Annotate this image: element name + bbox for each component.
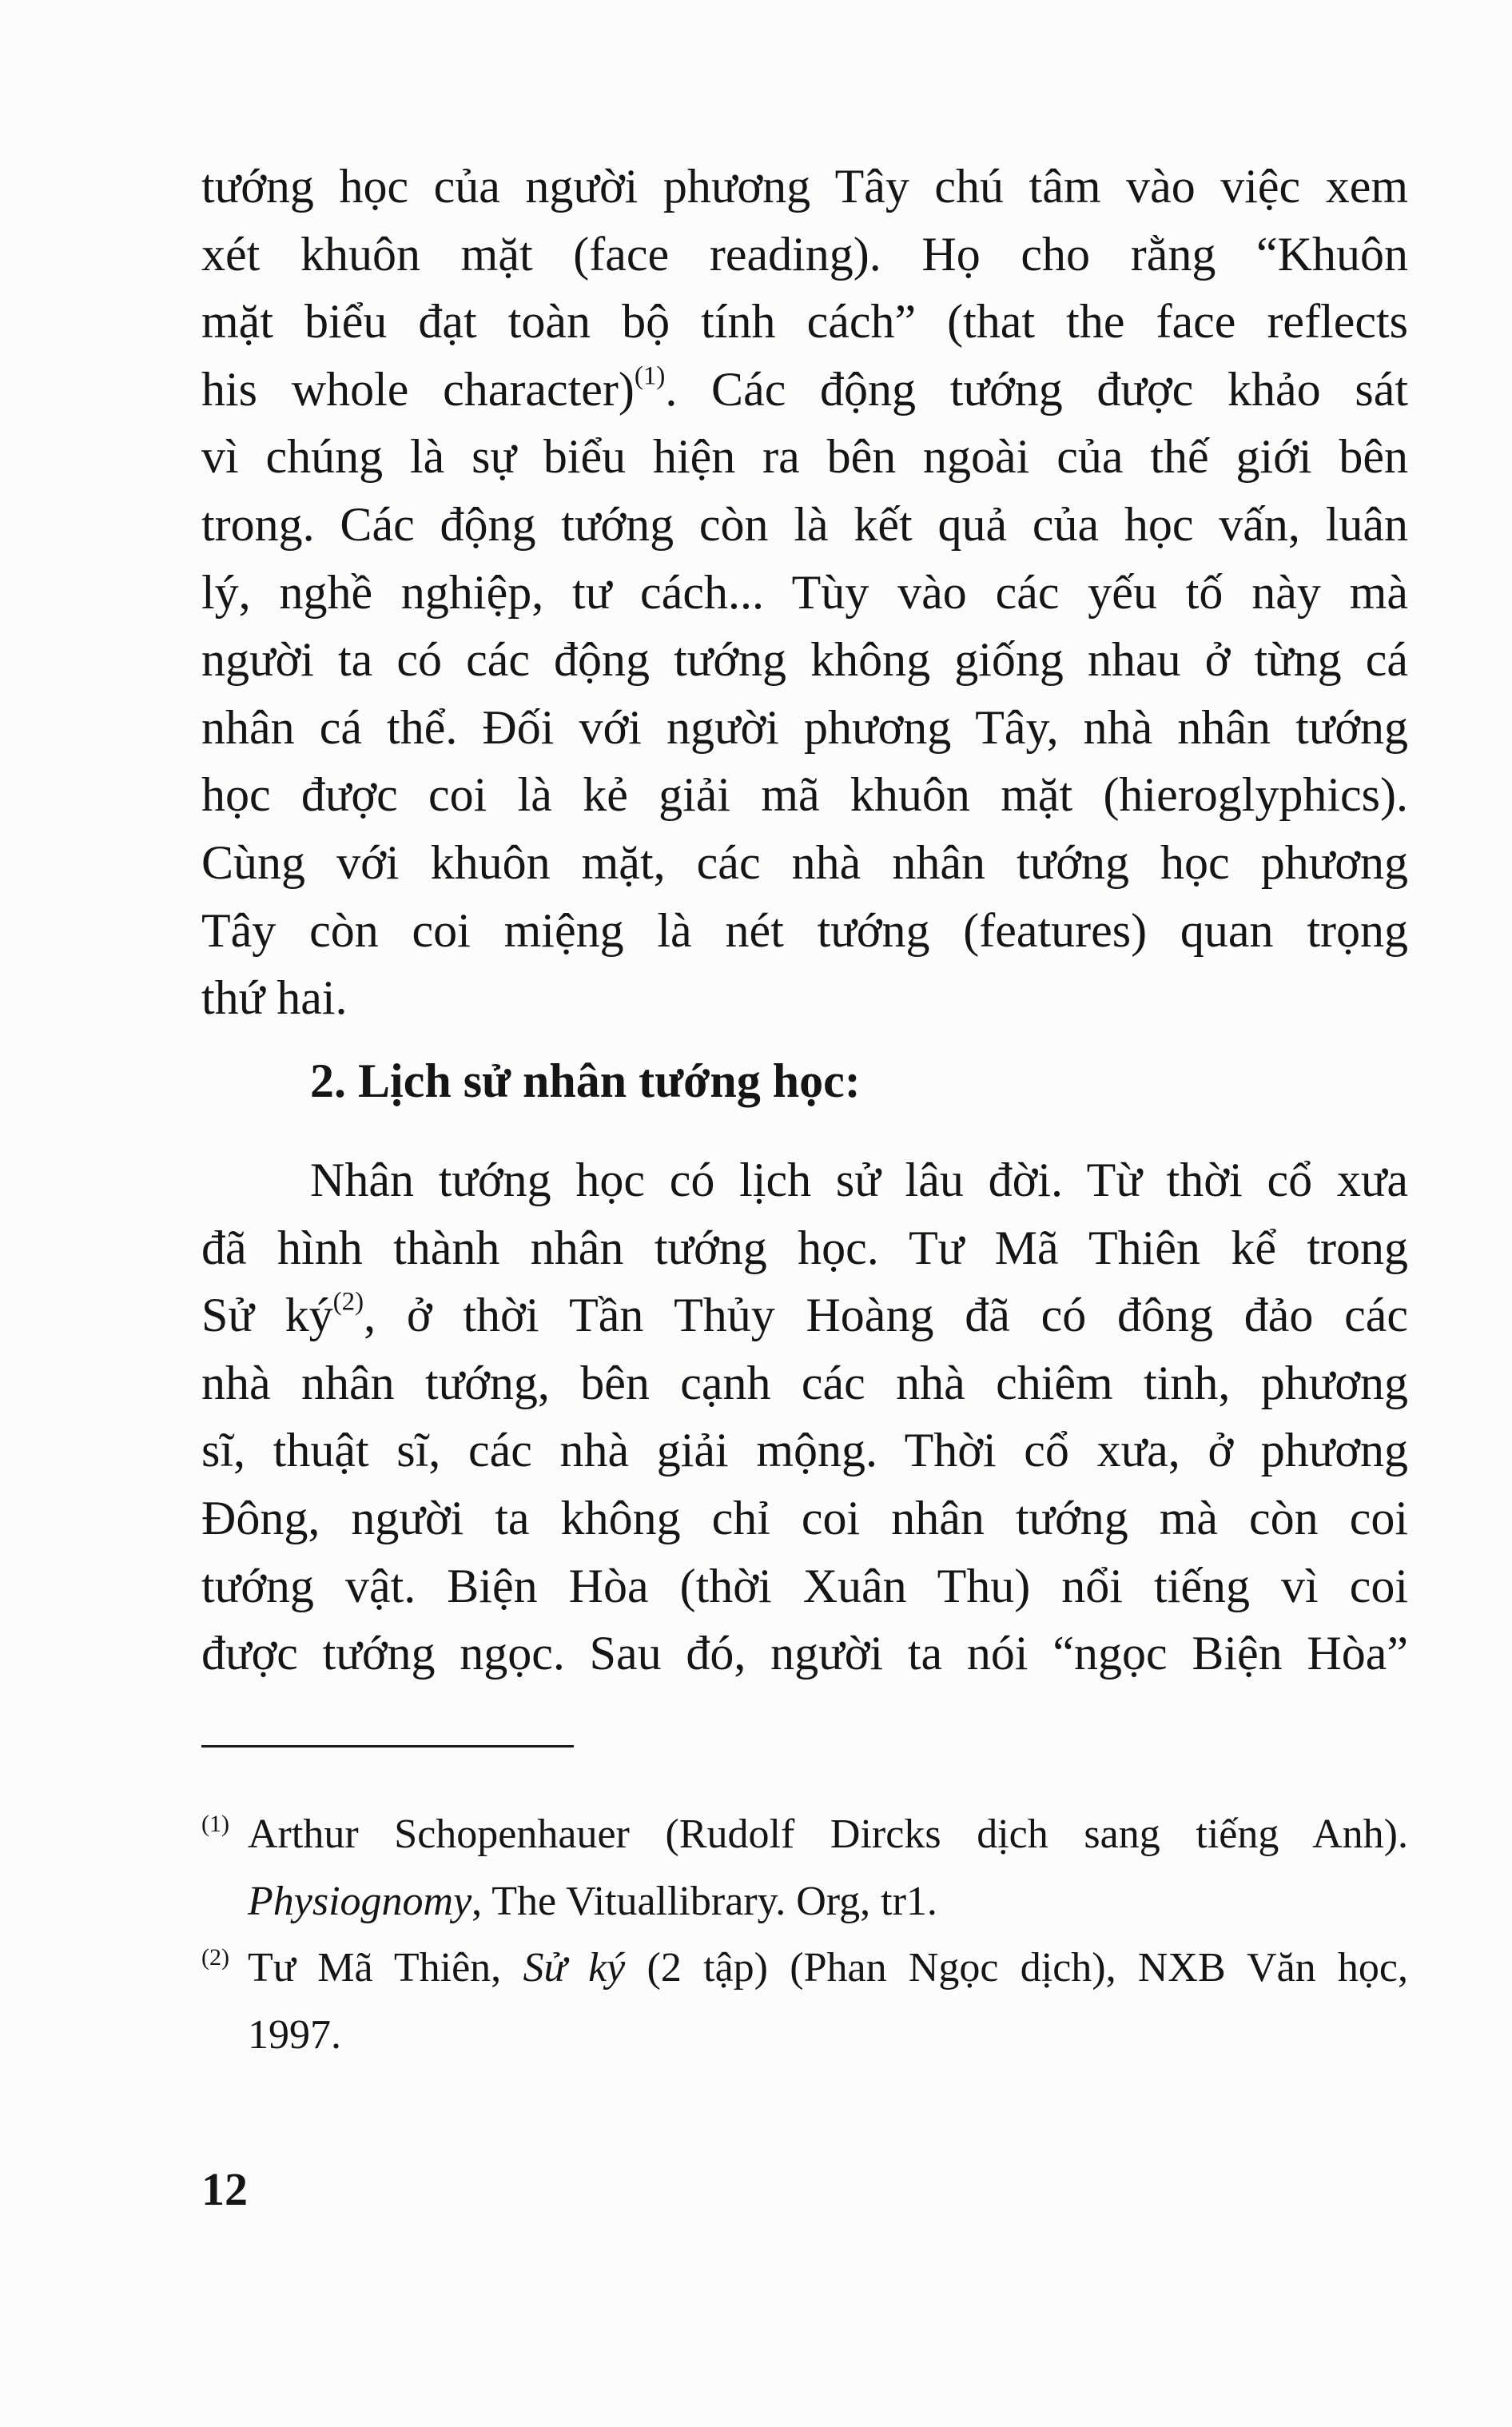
text-line: tướng vật. Biện Hòa (thời Xuân Thu) nổi tiếng vì coi bbox=[201, 1559, 1408, 1612]
footnote-marker: (1) bbox=[201, 1811, 229, 1837]
text-line: Đông, người ta không chỉ coi nhân tướng mà còn coi bbox=[201, 1492, 1408, 1544]
text-line bbox=[248, 1936, 1408, 2000]
text-line: thứ hai. bbox=[201, 971, 348, 1025]
text-line bbox=[201, 1281, 1408, 1349]
footnote-reference: (2) bbox=[332, 1287, 364, 1317]
text-line: Cùng với khuôn mặt, các nhà nhân tướng học phương bbox=[201, 836, 1408, 889]
text-line: vì chúng là sự biểu hiện ra bên ngoài của thế giới bên bbox=[201, 430, 1408, 484]
footnote-reference: (1) bbox=[634, 361, 666, 391]
text-line: Tây còn coi miệng là nét tướng (features) quan trọng bbox=[201, 903, 1408, 957]
page-number: 12 bbox=[201, 2163, 248, 2215]
footnote-marker: (2) bbox=[201, 1944, 229, 1971]
text-line: nhà nhân tướng, bên cạnh các nhà chiêm tinh, phương bbox=[201, 1356, 1408, 1409]
text-segment: Sử ký bbox=[201, 1289, 333, 1342]
text-line: trong. Các động tướng còn là kết quả của học vấn, luân bbox=[201, 498, 1408, 551]
text-line: được tướng ngọc. Sau đó, người ta nói “ngọc Biện Hòa” bbox=[201, 1627, 1408, 1680]
text-line: người ta có các động tướng không giống nhau ở từng cá bbox=[201, 633, 1408, 687]
text-segment: , ở thời Tần Thủy Hoàng đã có đông đảo các bbox=[364, 1289, 1409, 1342]
text-line: sĩ, thuật sĩ, các nhà giải mộng. Thời cổ xưa, ở phương bbox=[201, 1424, 1408, 1477]
text-segment: Physiognomy bbox=[248, 1879, 472, 1924]
text-line: Arthur Schopenhauer (Rudolf Dircks dịch sang tiếng Anh). bbox=[248, 1811, 1408, 1857]
text-segment: , The Vituallibrary. Org, tr1. bbox=[472, 1879, 937, 1924]
text-line: mặt biểu đạt toàn bộ tính cách” (that the face reflects bbox=[201, 295, 1408, 349]
footnote-separator bbox=[201, 1745, 574, 1748]
text-line bbox=[248, 1870, 1408, 1934]
text-line: xét khuôn mặt (face reading). Họ cho rằng “Khuôn bbox=[201, 227, 1408, 281]
text-line: 1997. bbox=[248, 2012, 341, 2058]
text-line bbox=[201, 356, 1408, 423]
text-line: Nhân tướng học có lịch sử lâu đời. Từ thời cổ xưa bbox=[310, 1154, 1408, 1206]
text-line: nhân cá thể. Đối với người phương Tây, nhà nhân tướng bbox=[201, 700, 1408, 754]
text-line: tướng học của người phương Tây chú tâm vào việc xem bbox=[201, 160, 1408, 213]
section-heading: 2. Lịch sử nhân tướng học: bbox=[310, 1054, 861, 1107]
text-line: học được coi là kẻ giải mã khuôn mặt (hieroglyphics). bbox=[201, 768, 1408, 822]
text-line: lý, nghề nghiệp, tư cách... Tùy vào các yếu tố này mà bbox=[201, 565, 1408, 619]
text-segment: (2 tập) (Phan Ngọc dịch), NXB Văn học, bbox=[625, 1945, 1408, 1991]
text-segment: . Các động tướng được khảo sát bbox=[665, 362, 1409, 416]
text-segment: Sử ký bbox=[523, 1945, 626, 1991]
text-line: đã hình thành nhân tướng học. Tư Mã Thiên kể trong bbox=[201, 1221, 1408, 1274]
text-segment: Tư Mã Thiên, bbox=[248, 1945, 523, 1991]
text-segment: his whole character) bbox=[201, 362, 635, 416]
